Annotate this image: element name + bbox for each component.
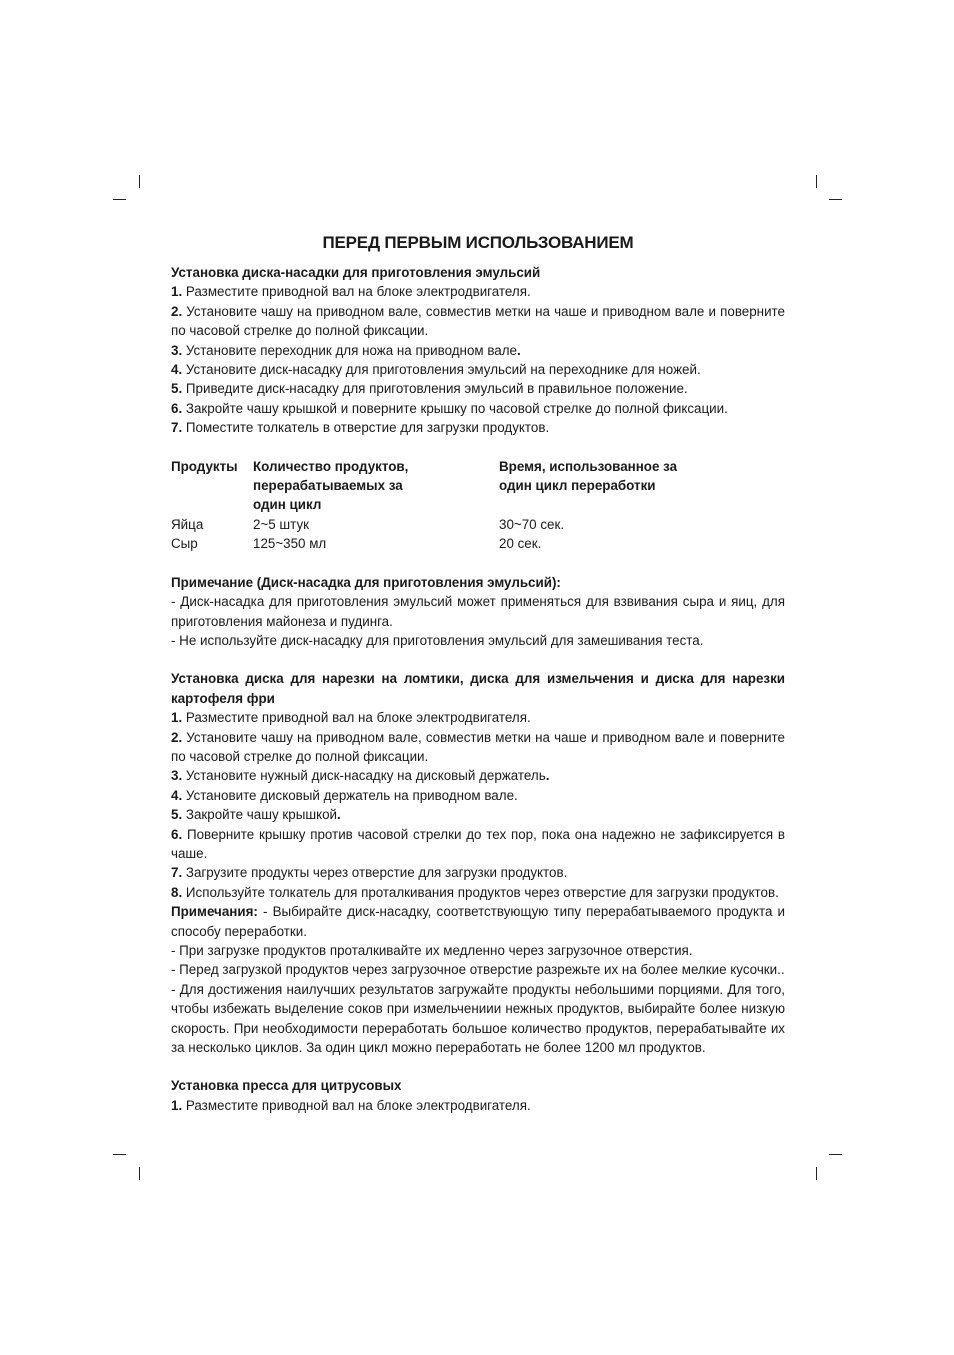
notes-paragraph: Примечания: - Выбирайте диск-насадку, соответствующую типу перерабатываемого продукта и способу переработки.	[171, 904, 785, 939]
list-item: 3. Установите переходник для ножа на приводном вале.	[171, 342, 521, 358]
list-item: 2. Установите чашу на приводном вале, совместив метки на чаше и приводном вале и поверните по часовой стрелке до полной фиксации.	[171, 729, 785, 764]
list-item: 1. Разместите приводной вал на блоке электродвигателя.	[171, 284, 531, 300]
list-item: 6. Поверните крышку против часовой стрелки до тех пор, пока она надежно не зафиксируется в чаше.	[171, 826, 785, 861]
note-line: - Для достижения наилучших результатов загружайте продукты небольшими порциями. Для того, чтобы избежать выделение соков при измельчениии нежных продуктов, выбирайте более низкую скорость. При необходимости переработать большое количество продуктов, перерабатывайте их за несколько циклов. За один цикл можно переработать не более 1200 мл продуктов.	[171, 981, 785, 1056]
crop-mark	[816, 175, 817, 188]
document-page	[171, 233, 785, 1115]
table-cell: Яйца	[171, 516, 204, 532]
list-item: 2. Установите чашу на приводном вале, совместив метки на чаше и приводном вале и поверните по часовой стрелке до полной фиксации.	[171, 303, 785, 339]
note-heading: Примечание (Диск-насадка для приготовления эмульсий):	[171, 574, 561, 590]
crop-mark	[139, 1167, 140, 1180]
table-cell: 125~350 мл	[253, 536, 327, 552]
crop-mark	[113, 1154, 126, 1155]
list-item: 6. Закройте чашу крышкой и поверните крышку по часовой стрелке до полной фиксации.	[171, 400, 728, 416]
list-item: 1. Разместите приводной вал на блоке электродвигателя.	[171, 1097, 531, 1113]
note-line: - Перед загрузкой продуктов через загрузочное отверстие разрежьте их на более мелкие кусочки..	[171, 962, 785, 978]
list-item: 1. Разместите приводной вал на блоке электродвигателя.	[171, 710, 531, 726]
section-heading: Установка диска для нарезки на ломтики, диска для измельчения и диска для нарезки картофеля фри	[171, 671, 785, 706]
list-item: 5. Закройте чашу крышкой.	[171, 807, 341, 823]
table-cell: 20 сек.	[499, 536, 542, 552]
section-heading: Установка диска-насадки для приготовления эмульсий	[171, 265, 541, 280]
table-cell: 2~5 штук	[253, 516, 310, 532]
table-header: Время, использованное за один цикл переработки	[499, 458, 678, 494]
list-item: 4. Установите диск-насадку для приготовления эмульсий на переходнике для ножей.	[171, 362, 701, 378]
processing-table	[171, 457, 785, 554]
list-item: 7. Поместите толкатель в отверстие для загрузки продуктов.	[171, 420, 550, 436]
section-heading: Установка пресса для цитрусовых	[171, 1078, 402, 1094]
page-title: ПЕРЕД ПЕРВЫМ ИСПОЛЬЗОВАНИЕМ	[322, 233, 634, 252]
list-item: 3. Установите нужный диск-насадку на дисковый держатель.	[171, 768, 550, 784]
note-line: - Не используйте диск-насадку для приготовления эмульсий для замешивания теста.	[171, 632, 704, 648]
table-cell: Сыр	[171, 536, 198, 552]
list-item: 8. Используйте толкатель для проталкивания продуктов через отверстие для загрузки продуктов.	[171, 884, 779, 900]
list-item: 4. Установите дисковый держатель на приводном вале.	[171, 787, 518, 803]
list-item: 5. Приведите диск-насадку для приготовления эмульсий в правильное положение.	[171, 381, 688, 397]
list-item: 7. Загрузите продукты через отверстие для загрузки продуктов.	[171, 865, 568, 881]
table-row	[171, 534, 785, 553]
crop-mark	[816, 1167, 817, 1180]
table-header: Продукты	[171, 458, 238, 474]
crop-mark	[113, 199, 126, 200]
crop-mark	[139, 175, 140, 188]
note-line: - При загрузке продуктов проталкивайте их медленно через загрузочное отверстия.	[171, 943, 693, 958]
table-row	[171, 515, 785, 534]
table-header-row	[171, 457, 785, 515]
note-line: - Диск-насадка для приготовления эмульсий может применяться для взвивания сыра и яиц, для приготовления майонеза и пудинга.	[171, 594, 785, 629]
crop-mark	[829, 1154, 842, 1155]
table-cell: 30~70 сек.	[499, 516, 565, 532]
crop-mark	[829, 199, 842, 200]
table-header: Количество продуктов, перерабатываемых за один цикл	[253, 458, 409, 513]
